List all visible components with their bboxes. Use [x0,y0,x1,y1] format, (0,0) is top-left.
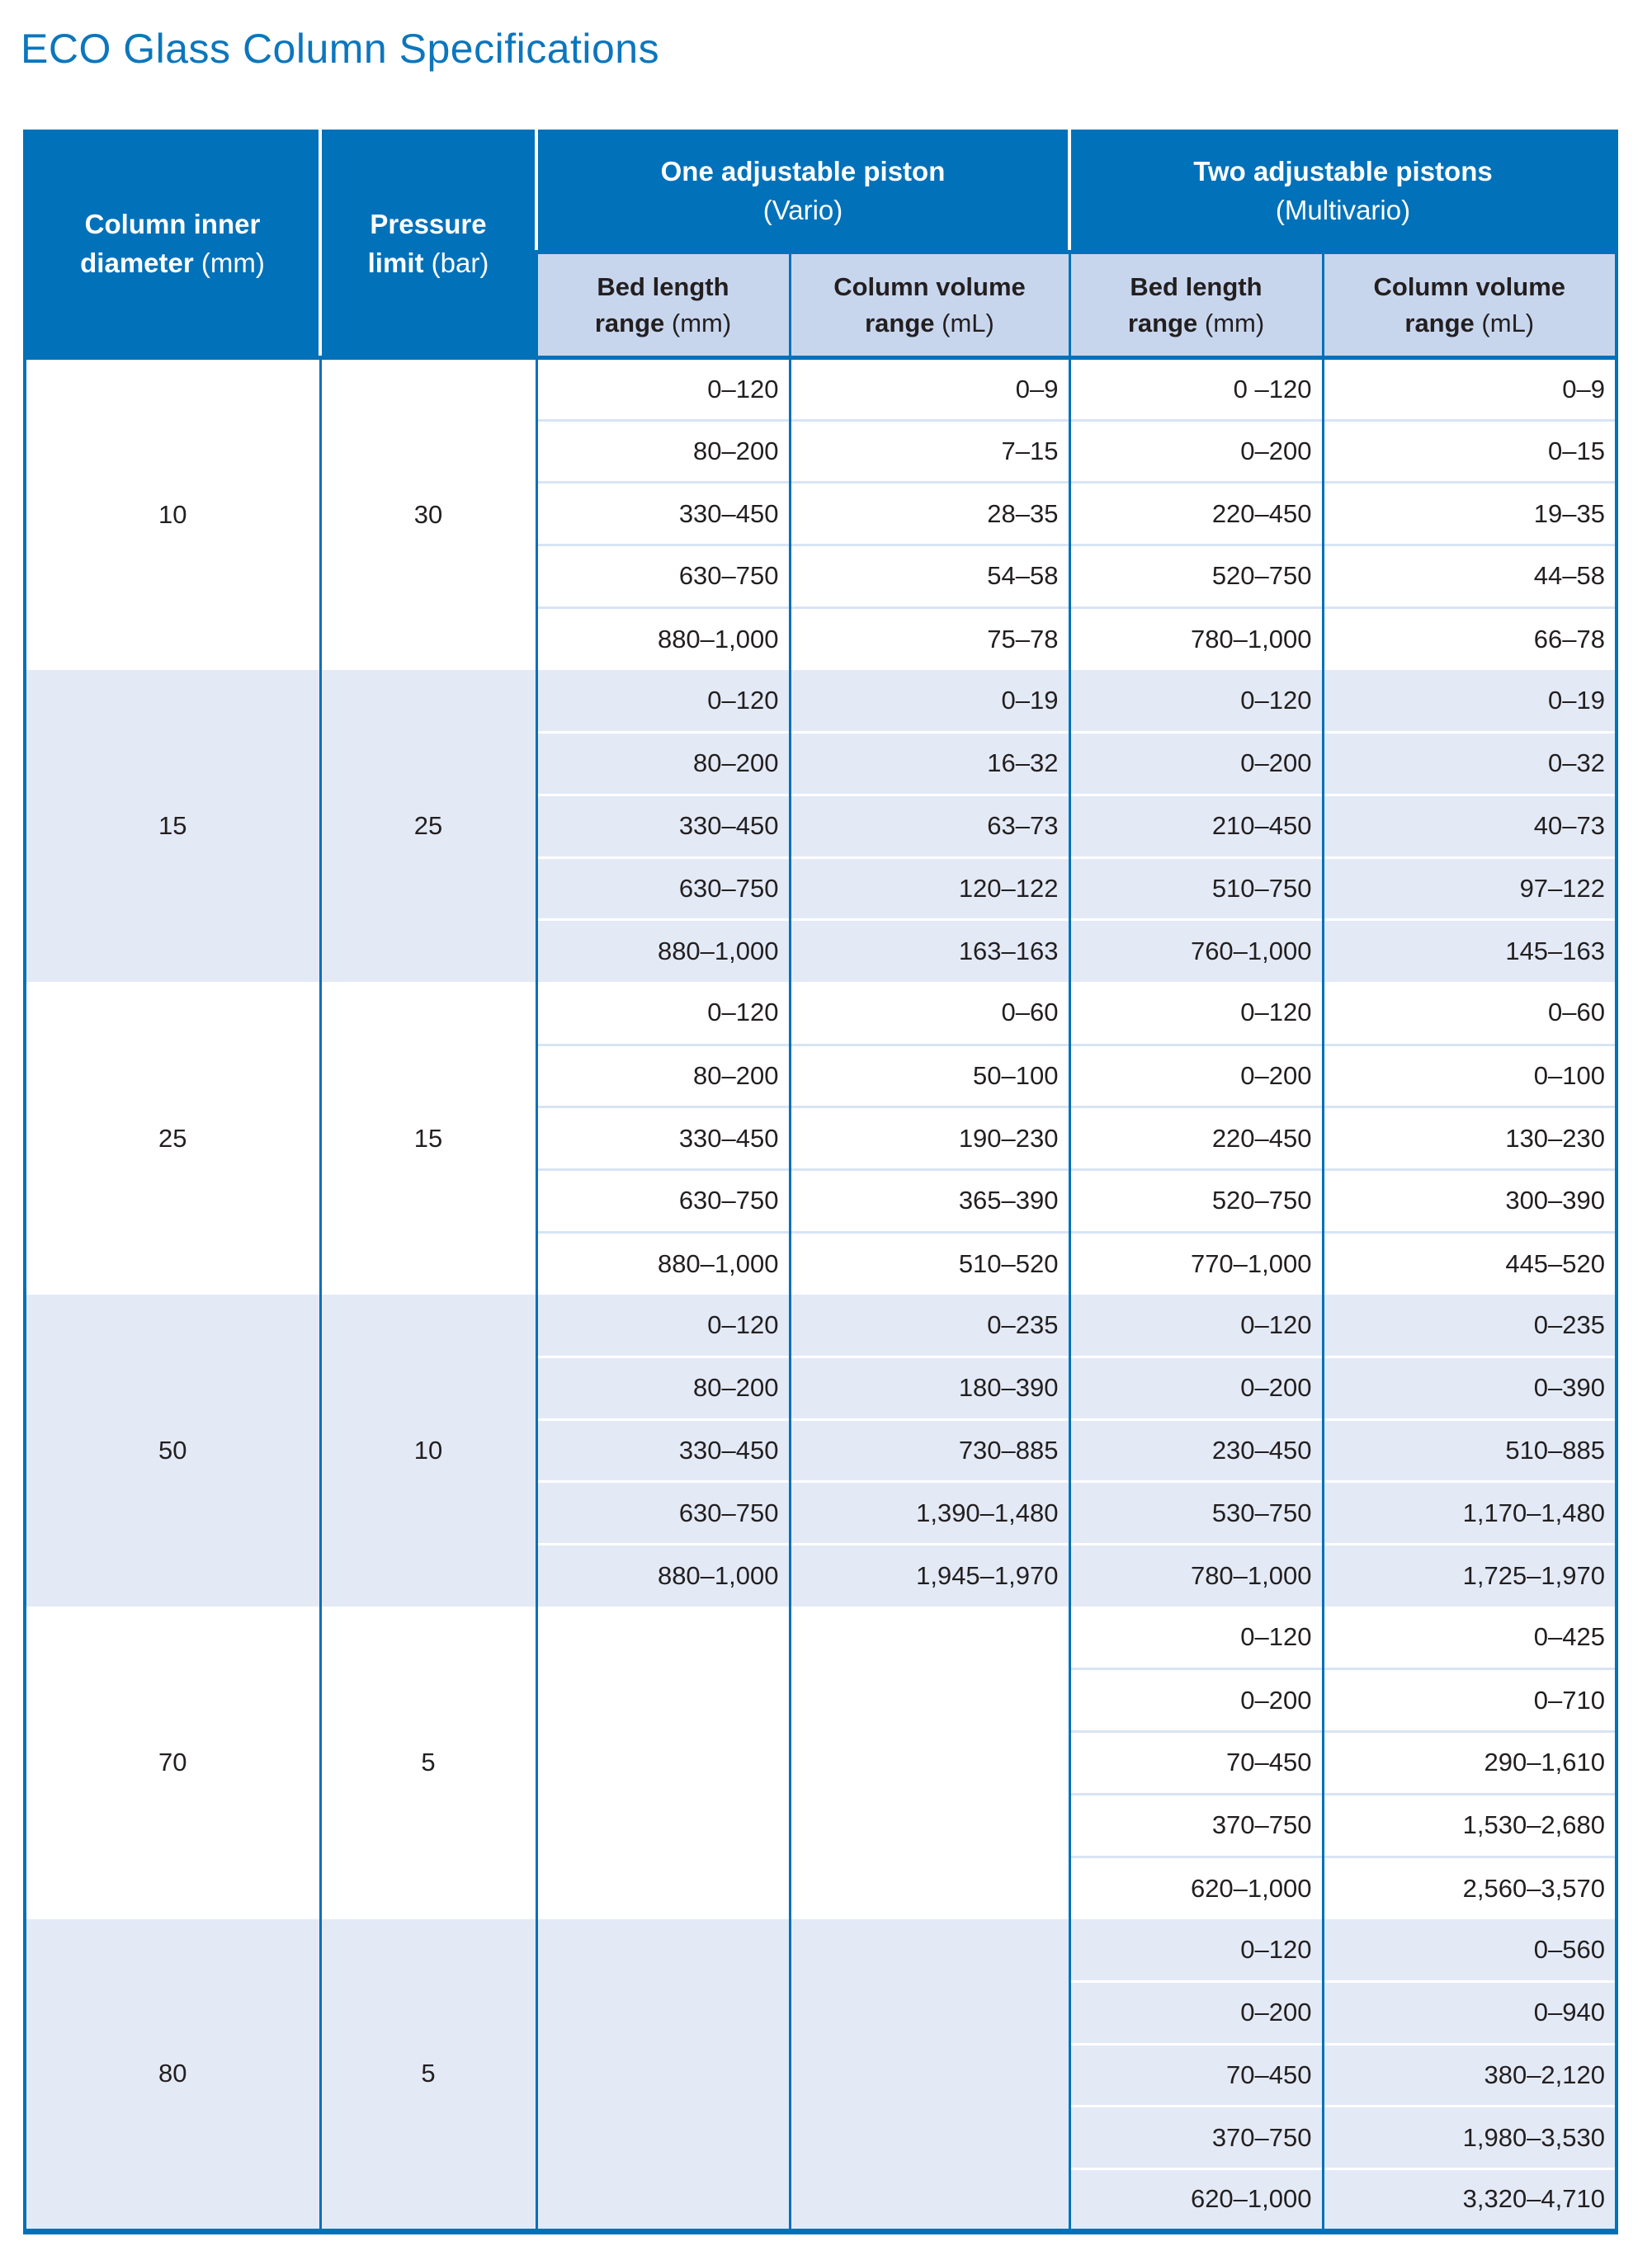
vario-volume-cell: 0–60 [790,982,1069,1045]
header-label: One adjustable piston [660,156,946,187]
multivario-bed-cell: 520–750 [1069,545,1323,608]
header-unit: (bar) [431,248,489,278]
multivario-volume-cell: 0–710 [1323,1669,1617,1732]
subheader-label: Bed length [597,272,729,302]
header-one-adjustable-piston [536,131,1069,252]
multivario-volume-cell: 3,320–4,710 [1323,2168,1617,2231]
diameter-cell: 25 [25,982,320,1294]
multivario-bed-cell: 70–450 [1069,1732,1323,1795]
multivario-bed-cell: 0–200 [1069,420,1323,483]
vario-bed-cell: 630–750 [536,1169,790,1232]
multivario-bed-cell: 0–200 [1069,733,1323,795]
subheader-label: range [594,308,665,337]
multivario-volume-cell: 97–122 [1323,857,1617,920]
vario-volume-cell: 16–32 [790,733,1069,795]
vario-volume-cell: 0–19 [790,670,1069,733]
vario-bed-cell: 80–200 [536,733,790,795]
table-row [25,1607,1617,1669]
multivario-bed-cell: 0 –120 [1069,358,1323,421]
multivario-volume-cell: 0–100 [1323,1045,1617,1107]
vario-bed-cell: 0–120 [536,1295,790,1357]
pressure-cell: 15 [320,982,536,1294]
multivario-bed-cell: 0–200 [1069,1981,1323,2044]
subheader-unit: (mm) [1204,308,1265,337]
table-row [25,1295,1617,1357]
subheader-label: Bed length [1130,272,1263,302]
vario-volume-cell: 1,945–1,970 [790,1545,1069,1607]
header-two-adjustable-pistons [1069,131,1617,252]
vario-bed-cell: 880–1,000 [536,1232,790,1295]
header-column-inner-diameter [25,131,320,358]
vario-volume-cell: 180–390 [790,1357,1069,1420]
pressure-cell: 30 [320,358,536,670]
header-row-groups [25,131,1617,252]
subheader-unit: (mL) [942,308,994,337]
multivario-bed-cell: 0–120 [1069,670,1323,733]
table-row [25,982,1617,1045]
multivario-bed-cell: 220–450 [1069,1107,1323,1170]
multivario-bed-cell: 510–750 [1069,857,1323,920]
multivario-bed-cell: 230–450 [1069,1419,1323,1482]
table-row [25,1919,1617,1982]
diameter-cell: 70 [25,1607,320,1918]
table-body [25,358,1617,2232]
multivario-bed-cell: 0–120 [1069,982,1323,1045]
vario-volume-cell: 120–122 [790,857,1069,920]
multivario-volume-cell: 290–1,610 [1323,1732,1617,1795]
header-label: limit [367,248,424,278]
vario-bed-cell: 330–450 [536,1419,790,1482]
multivario-volume-cell: 0–940 [1323,1981,1617,2044]
multivario-volume-cell: 0–560 [1323,1919,1617,1982]
multivario-volume-cell: 1,725–1,970 [1323,1545,1617,1607]
multivario-bed-cell: 780–1,000 [1069,1545,1323,1607]
subheader-unit: (mL) [1481,308,1535,337]
header-subtitle: (Multivario) [1275,195,1411,225]
vario-volume-cell: 50–100 [790,1045,1069,1107]
subheader-multivario-column-volume [1323,252,1617,358]
multivario-bed-cell: 770–1,000 [1069,1232,1323,1295]
vario-bed-cell: 0–120 [536,670,790,733]
vario-volume-cell: 163–163 [790,920,1069,983]
empty-vario-bed-cell [536,1919,790,2231]
subheader-unit: (mm) [671,308,732,337]
multivario-bed-cell: 620–1,000 [1069,1857,1323,1919]
diameter-cell: 15 [25,670,320,982]
header-pressure-limit [320,131,536,358]
vario-volume-cell: 75–78 [790,607,1069,670]
vario-bed-cell: 330–450 [536,483,790,545]
vario-bed-cell: 880–1,000 [536,920,790,983]
multivario-volume-cell: 0–60 [1323,982,1617,1045]
empty-vario-bed-cell [536,1607,790,1918]
multivario-volume-cell: 0–15 [1323,420,1617,483]
multivario-bed-cell: 70–450 [1069,2044,1323,2107]
vario-volume-cell: 0–235 [790,1295,1069,1357]
multivario-volume-cell: 145–163 [1323,920,1617,983]
header-label: Two adjustable pistons [1193,156,1493,187]
diameter-cell: 50 [25,1295,320,1607]
multivario-volume-cell: 2,560–3,570 [1323,1857,1617,1919]
vario-volume-cell: 510–520 [790,1232,1069,1295]
multivario-volume-cell: 0–425 [1323,1607,1617,1669]
vario-bed-cell: 630–750 [536,545,790,608]
pressure-cell: 25 [320,670,536,982]
empty-vario-volume-cell [790,1607,1069,1918]
subheader-label: range [865,308,935,337]
header-label: diameter [80,248,194,278]
subheader-vario-column-volume [790,252,1069,358]
multivario-volume-cell: 0–32 [1323,733,1617,795]
multivario-volume-cell: 0–390 [1323,1357,1617,1420]
multivario-bed-cell: 780–1,000 [1069,607,1323,670]
vario-volume-cell: 63–73 [790,795,1069,857]
multivario-bed-cell: 620–1,000 [1069,2168,1323,2231]
vario-volume-cell: 0–9 [790,358,1069,421]
multivario-bed-cell: 760–1,000 [1069,920,1323,983]
multivario-bed-cell: 0–120 [1069,1295,1323,1357]
multivario-bed-cell: 0–120 [1069,1919,1323,1982]
multivario-volume-cell: 130–230 [1323,1107,1617,1170]
multivario-volume-cell: 380–2,120 [1323,2044,1617,2107]
multivario-volume-cell: 40–73 [1323,795,1617,857]
multivario-bed-cell: 520–750 [1069,1169,1323,1232]
subheader-label: range [1127,308,1198,337]
vario-volume-cell: 730–885 [790,1419,1069,1482]
vario-volume-cell: 365–390 [790,1169,1069,1232]
multivario-bed-cell: 370–750 [1069,1794,1323,1857]
page-title: ECO Glass Column Specifications [21,26,660,72]
multivario-volume-cell: 0–235 [1323,1295,1617,1357]
vario-bed-cell: 0–120 [536,982,790,1045]
multivario-volume-cell: 1,530–2,680 [1323,1794,1617,1857]
multivario-volume-cell: 300–390 [1323,1169,1617,1232]
pressure-cell: 5 [320,1607,536,1918]
subheader-multivario-bed-length [1069,252,1323,358]
pressure-cell: 5 [320,1919,536,2231]
multivario-bed-cell: 0–200 [1069,1669,1323,1732]
diameter-cell: 80 [25,1919,320,2231]
multivario-bed-cell: 0–200 [1069,1045,1323,1107]
multivario-volume-cell: 510–885 [1323,1419,1617,1482]
vario-volume-cell: 28–35 [790,483,1069,545]
multivario-bed-cell: 370–750 [1069,2107,1323,2169]
multivario-bed-cell: 210–450 [1069,795,1323,857]
subheader-label: range [1404,308,1475,337]
table-header [25,131,1617,358]
multivario-bed-cell: 220–450 [1069,483,1323,545]
subheader-vario-bed-length [536,252,790,358]
vario-bed-cell: 330–450 [536,1107,790,1170]
multivario-bed-cell: 530–750 [1069,1482,1323,1545]
spec-table [23,130,1618,2234]
diameter-cell: 10 [25,358,320,670]
vario-bed-cell: 80–200 [536,420,790,483]
empty-vario-volume-cell [790,1919,1069,2231]
header-unit: (mm) [201,248,265,278]
multivario-volume-cell: 44–58 [1323,545,1617,608]
header-label: Column inner [84,209,261,240]
multivario-bed-cell: 0–120 [1069,1607,1323,1669]
multivario-volume-cell: 1,980–3,530 [1323,2107,1617,2169]
vario-bed-cell: 630–750 [536,1482,790,1545]
table-row [25,358,1617,421]
vario-bed-cell: 880–1,000 [536,1545,790,1607]
subheader-label: Column volume [833,272,1026,302]
pressure-cell: 10 [320,1295,536,1607]
multivario-volume-cell: 66–78 [1323,607,1617,670]
multivario-bed-cell: 0–200 [1069,1357,1323,1420]
vario-bed-cell: 0–120 [536,358,790,421]
header-label: Pressure [370,209,487,240]
multivario-volume-cell: 0–9 [1323,358,1617,421]
vario-bed-cell: 80–200 [536,1045,790,1107]
vario-bed-cell: 630–750 [536,857,790,920]
vario-volume-cell: 1,390–1,480 [790,1482,1069,1545]
vario-volume-cell: 54–58 [790,545,1069,608]
vario-bed-cell: 880–1,000 [536,607,790,670]
multivario-volume-cell: 19–35 [1323,483,1617,545]
vario-volume-cell: 7–15 [790,420,1069,483]
multivario-volume-cell: 0–19 [1323,670,1617,733]
header-subtitle: (Vario) [762,195,843,225]
table-row [25,670,1617,733]
vario-bed-cell: 80–200 [536,1357,790,1420]
vario-bed-cell: 330–450 [536,795,790,857]
subheader-label: Column volume [1373,272,1566,302]
multivario-volume-cell: 1,170–1,480 [1323,1482,1617,1545]
vario-volume-cell: 190–230 [790,1107,1069,1170]
multivario-volume-cell: 445–520 [1323,1232,1617,1295]
